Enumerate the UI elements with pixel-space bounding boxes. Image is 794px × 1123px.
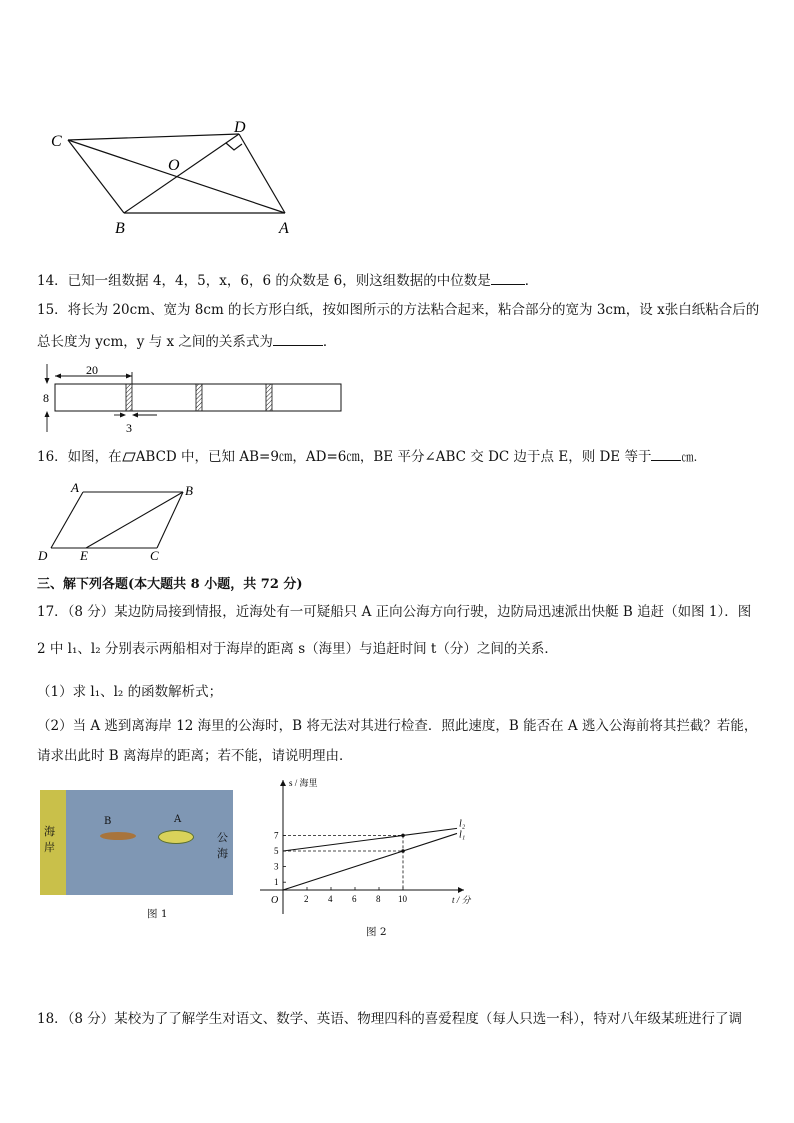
question-15-line1: 15．将长为 20cm、宽为 8cm 的长方形白纸，按如图所示的方法粘合起来，粘合部分的宽为 3cm，设 x张白纸粘合后的	[37, 302, 760, 318]
question-17-line1: 17．（8 分）某边防局接到情报，近海处有一可疑船只 A 正向公海方向行驶，边防局迅速派出快艇 B 追赶（如图 1）．图	[37, 604, 752, 620]
y-tick-label: 1	[274, 877, 279, 888]
question-17-line2: 2 中 l₁、l₂ 分别表示两船相对于海岸的距离 s（海里）与追赶时间 t（分）之间的关系．	[37, 641, 558, 657]
parallelogram-figure	[45, 120, 305, 240]
x-tick-label: 4	[328, 894, 333, 904]
vertex-B: B	[185, 483, 193, 498]
center-O: O	[168, 157, 180, 174]
vertex-D: D	[38, 548, 48, 563]
figure-1-caption: 图 1	[147, 908, 168, 920]
question-15-end: ．	[322, 334, 337, 350]
origin-label: O	[271, 895, 279, 906]
answer-blank[interactable]	[491, 270, 525, 285]
question-17-part1: （1）求 l₁、l₂ 的函数解析式；	[37, 684, 223, 700]
vertex-C: C	[51, 133, 62, 150]
question-15-line2	[37, 331, 336, 352]
y-tick-label: 3	[274, 861, 279, 872]
length-label: 20	[86, 363, 98, 377]
x-axis-label: t / 分	[452, 895, 471, 905]
y-axis-label: s / 海里	[289, 778, 318, 788]
parallelogram-abcd-figure	[36, 478, 206, 564]
question-16-end: ㎝.	[681, 450, 698, 464]
vertex-A: A	[279, 220, 289, 237]
width-label: 8	[43, 391, 49, 405]
x-tick-label: 8	[376, 894, 381, 904]
x-tick-label: 6	[352, 894, 357, 904]
boat-a-icon	[158, 830, 194, 844]
x-tick-label: 2	[304, 894, 309, 904]
series-line-1	[283, 833, 457, 890]
series-line-2	[283, 828, 457, 851]
figure-2-caption: 图 2	[366, 926, 387, 938]
series-label-l1: l₁	[459, 829, 466, 841]
vertex-B: B	[115, 220, 125, 237]
series-point	[401, 849, 405, 853]
y-tick-label: 5	[274, 846, 279, 856]
question-15-text: 总长度为 ycm，y 与 x 之间的关系式为	[37, 334, 273, 350]
y-tick-label: 7	[274, 830, 279, 841]
question-14-end: ．	[524, 273, 539, 289]
question-16	[37, 446, 697, 467]
parallelogram-symbol-icon	[122, 452, 136, 462]
sea-label: 公海	[217, 831, 228, 860]
section-3-title: 三、解下列各题(本大题共 8 小题，共 72 分)	[37, 577, 303, 592]
vertex-A: A	[71, 480, 79, 495]
series-label-l2: l₂	[459, 818, 466, 830]
question-16-text-b: ABCD 中，已知 AB=9㎝，AD=6㎝，BE 平分∠ABC 交 DC 边于点 E，则 DE 等于	[135, 449, 652, 465]
question-18-line1: 18．（8 分）某校为了了解学生对语文、数学、英语、物理四科的喜爱程度（每人只选一科），特对八年级某班进行了调	[37, 1011, 743, 1027]
boat-b-icon	[100, 832, 136, 840]
overlap-label: 3	[126, 421, 132, 435]
point-E: E	[80, 548, 88, 563]
question-17-part2-line1: （2）当 A 逃到离海岸 12 海里的公海时，B 将无法对其进行检查．照此速度，B 能否在 A 逃入公海前将其拦截？若能，	[37, 718, 758, 734]
question-16-text-a: 16．如图，在	[37, 449, 122, 465]
series-point	[401, 834, 405, 838]
boat-a-label: A	[174, 814, 182, 825]
question-14-text: 14．已知一组数据 4，4，5，x，6，6 的众数是 6，则这组数据的中位数是	[37, 273, 491, 289]
paper-strip-figure	[38, 362, 348, 438]
boat-b-label: B	[104, 816, 112, 827]
question-14	[37, 270, 538, 291]
x-tick-label: 10	[398, 894, 407, 904]
shore-label: 海岸	[44, 825, 55, 854]
answer-blank[interactable]	[651, 446, 681, 461]
question-17-part2-line2: 请求出此时 B 离海岸的距离；若不能，请说明理由．	[37, 748, 353, 764]
answer-blank[interactable]	[273, 331, 323, 346]
vertex-C: C	[150, 548, 159, 563]
figure-1-photo	[40, 790, 233, 895]
vertex-D: D	[234, 120, 246, 136]
figure-2-chart	[256, 774, 480, 924]
